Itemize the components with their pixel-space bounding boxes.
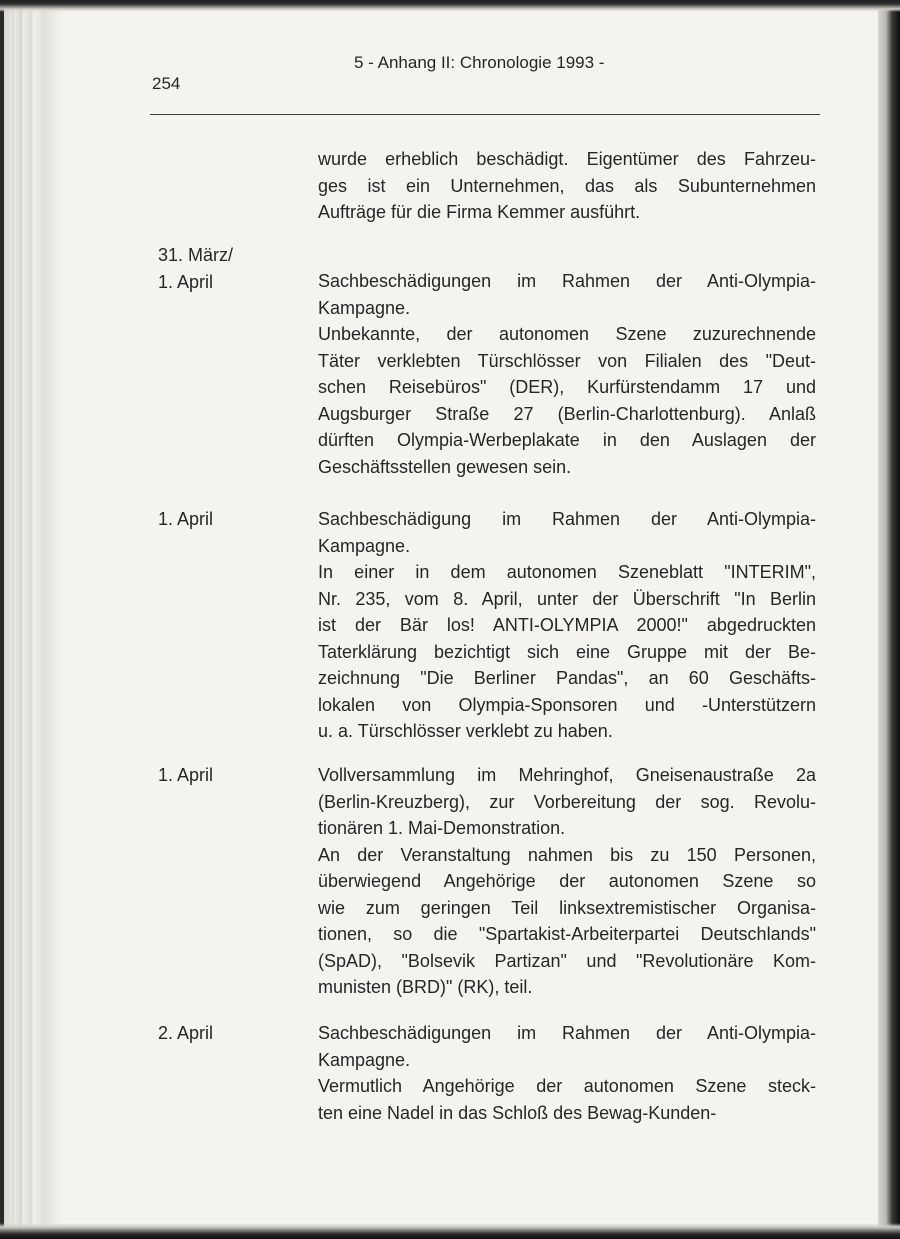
text-line: ges ist ein Unternehmen, das als Subunternehmen: [318, 175, 816, 196]
entry-date: [158, 762, 278, 789]
entry-date-line: 1. April: [158, 271, 214, 292]
text-line: tionären 1. Mai-Demonstration.: [318, 818, 566, 838]
text-line: An der Veranstaltung nahmen bis zu 150 Personen,: [318, 844, 816, 865]
text-line: Vermutlich Angehörige der autonomen Szene steck-: [318, 1076, 816, 1096]
entry-paragraph: [318, 146, 816, 226]
text-line: lokalen von Olympia-Sponsoren und -Unterstützern: [318, 694, 816, 715]
text-line: Kampagne.: [318, 535, 411, 556]
entry-paragraph: [318, 762, 816, 842]
text-line: In einer in dem autonomen Szeneblatt "INTERIM",: [318, 562, 816, 582]
entry-paragraph: [318, 1073, 816, 1126]
text-line: Sachbeschädigung im Rahmen der Anti-Olympia-: [318, 509, 816, 529]
text-line: Vollversammlung im Mehringhof, Gneisenaustraße 2a: [318, 765, 816, 785]
entry-paragraph: [318, 268, 816, 321]
text-line: Unbekannte, der autonomen Szene zuzurechnende: [318, 324, 816, 344]
text-line: Täter verklebten Türschlösser von Filialen des "Deut-: [318, 350, 816, 371]
entry-date: [158, 506, 278, 533]
page-number: 254: [152, 74, 181, 93]
text-line: Augsburger Straße 27 (Berlin-Charlottenburg). Anlaß: [318, 403, 816, 424]
text-line: (Berlin-Kreuzberg), zur Vorbereitung der sog. Revolu-: [318, 791, 816, 812]
page-right-edge: [878, 0, 900, 1239]
entry-text: [318, 1020, 816, 1126]
entry-date-line: 2. April: [158, 1023, 214, 1043]
entry-date-line: 1. April: [158, 765, 214, 785]
entry-date: [158, 242, 278, 295]
text-line: schen Reisebüros" (DER), Kurfürstendamm 17 und: [318, 377, 816, 397]
text-line: ist der Bär los! ANTI-OLYMPIA 2000!" abgedruckten: [318, 615, 816, 635]
text-line: wurde erheblich beschädigt. Eigentümer des Fahrzeu-: [318, 149, 816, 169]
entry-text: [318, 268, 816, 480]
entry-paragraph: [318, 321, 816, 480]
entry-text: [318, 506, 816, 745]
entry-text: [318, 146, 816, 226]
text-line: Kampagne.: [318, 297, 411, 318]
text-line: Kampagne.: [318, 1049, 411, 1070]
text-line: überwiegend Angehörige der autonomen Szene so: [318, 871, 816, 891]
text-line: Sachbeschädigungen im Rahmen der Anti-Olympia-: [318, 1023, 816, 1043]
running-header: 5 - Anhang II: Chronologie 1993 -: [354, 53, 605, 72]
entry-date-line: 31. März/: [158, 245, 234, 265]
entry-paragraph: [318, 842, 816, 1001]
header-rule: [150, 114, 820, 115]
text-line: dürften Olympia-Werbeplakate in den Auslagen der: [318, 430, 816, 450]
page-top-edge: [0, 0, 900, 12]
page-bottom-edge: [0, 1223, 900, 1239]
entry-date: [158, 1020, 278, 1047]
text-line: zeichnung "Die Berliner Pandas", an 60 Geschäfts-: [318, 668, 816, 688]
text-line: (SpAD), "Bolsevik Partizan" und "Revolutionäre Kom-: [318, 950, 816, 971]
text-line: Taterklärung bezichtigt sich eine Gruppe mit der Be-: [318, 641, 816, 662]
text-line: Aufträge für die Firma Kemmer ausführt.: [318, 202, 641, 222]
text-line: Sachbeschädigungen im Rahmen der Anti-Olympia-: [318, 271, 816, 291]
entry-paragraph: [318, 506, 816, 559]
text-line: Geschäftsstellen gewesen sein.: [318, 456, 572, 477]
text-line: Nr. 235, vom 8. April, unter der Überschrift "In Berlin: [318, 588, 816, 609]
book-binding-edge: [0, 0, 62, 1239]
entry-paragraph: [318, 559, 816, 745]
text-line: munisten (BRD)" (RK), teil.: [318, 977, 533, 997]
text-line: u. a. Türschlösser verklebt zu haben.: [318, 721, 613, 741]
entry-text: [318, 762, 816, 1001]
text-line: ten eine Nadel in das Schloß des Bewag-Kunden-: [318, 1102, 717, 1123]
entry-date-line: 1. April: [158, 509, 214, 529]
text-line: wie zum geringen Teil linksextremistischer Organisa-: [318, 897, 816, 918]
entry-paragraph: [318, 1020, 816, 1073]
text-line: tionen, so die "Spartakist-Arbeiterpartei Deutschlands": [318, 924, 816, 944]
